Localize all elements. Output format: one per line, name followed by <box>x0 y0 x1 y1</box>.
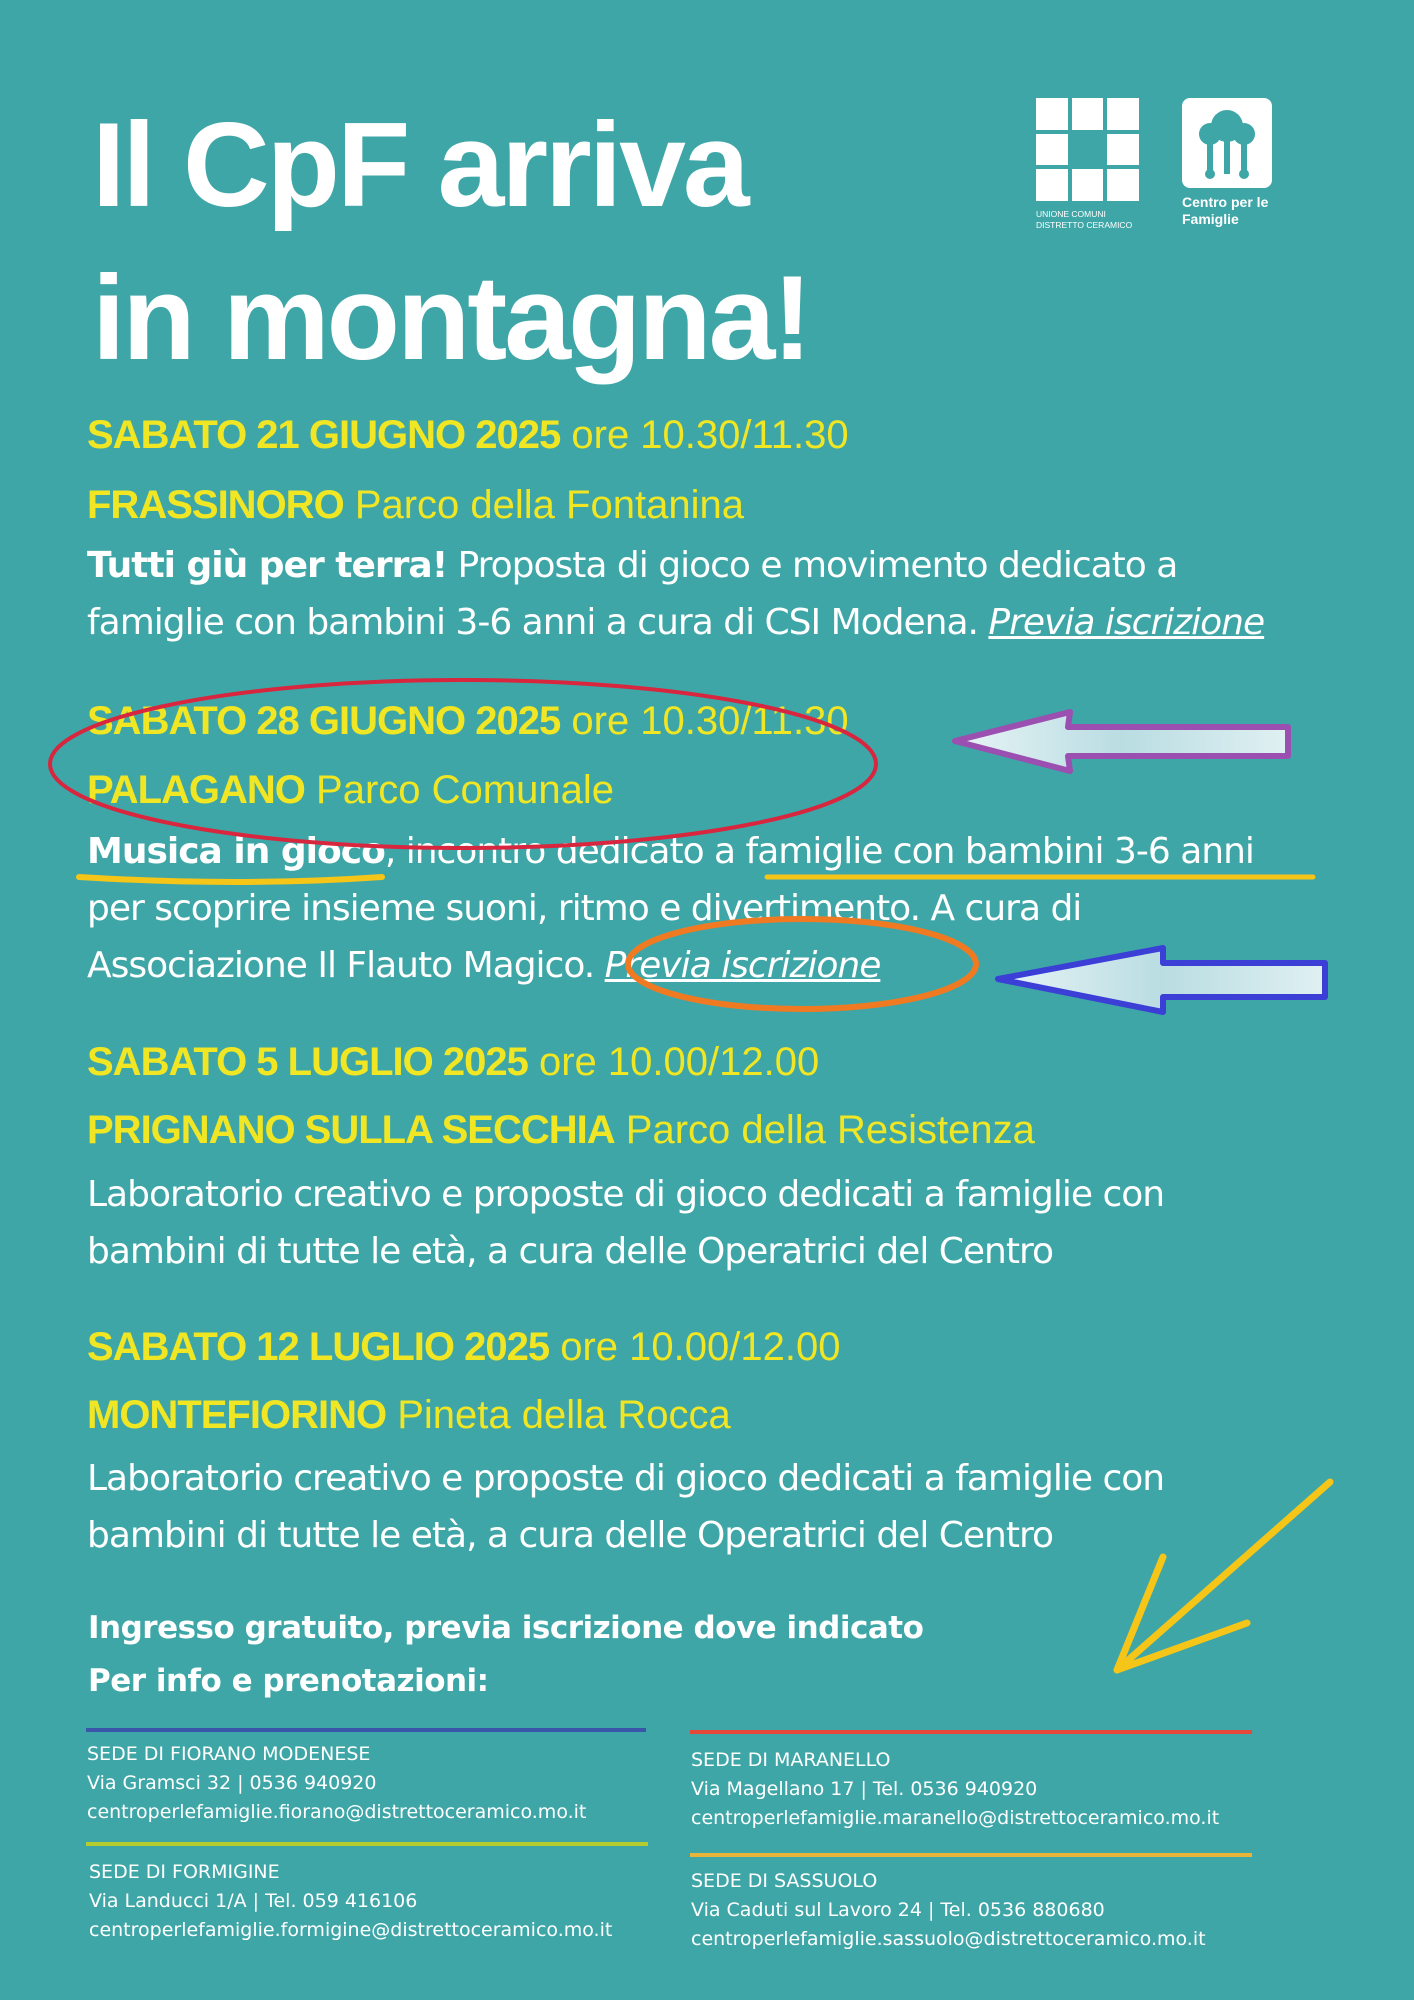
page-title-line-1: Il CpF arriva <box>92 98 747 232</box>
email-link[interactable]: centroperlefamiglie.fiorano@distrettoceramico.mo.it <box>87 1801 587 1823</box>
email-link[interactable]: centroperlefamiglie.maranello@distrettoceramico.mo.it <box>691 1807 1220 1829</box>
logo-caption: Famiglie <box>1182 211 1239 227</box>
registration-link[interactable]: Previa iscrizione <box>604 945 881 986</box>
email-link[interactable]: centroperlefamiglie.formigine@distrettoceramico.mo.it <box>89 1919 613 1941</box>
purple-arrow-icon <box>955 712 1288 771</box>
event-description: Laboratorio creativo e proposte di gioco dedicati a famiglie con bambini di tutte le età, a cura delle Operatrici del Centro <box>87 1458 1165 1556</box>
tree-logo-icon <box>1182 98 1272 188</box>
sede-formigine: SEDE DI FORMIGINE Via Landucci 1/A | Tel. 059 416106 centroperlefamiglie.formigine@distrettoceramico.mo.it <box>89 1858 612 1945</box>
event-date: SABATO 28 GIUGNO 2025 ore 10.30/11.30 <box>87 699 849 743</box>
logo-caption: UNIONE COMUNI <box>1036 209 1106 219</box>
sede-divider <box>86 1728 646 1732</box>
event-date: SABATO 12 LUGLIO 2025 ore 10.00/12.00 <box>87 1325 841 1369</box>
sede-divider <box>690 1730 1252 1734</box>
event-description: Laboratorio creativo e proposte di gioco dedicati a famiglie con bambini di tutte le età, a cura delle Operatrici del Centro <box>87 1174 1165 1272</box>
event-place: MONTEFIORINO Pineta della Rocca <box>87 1393 731 1437</box>
sede-sassuolo: SEDE DI SASSUOLO Via Caduti sul Lavoro 24 | Tel. 0536 880680 centroperlefamiglie.sassuolo@distrettoceramico.mo.it <box>691 1867 1206 1954</box>
email-link[interactable]: centroperlefamiglie.sassuolo@distrettoceramico.mo.it <box>691 1928 1206 1950</box>
sede-fiorano: SEDE DI FIORANO MODENESE Via Gramsci 32 | 0536 940920 centroperlefamiglie.fiorano@distrettoceramico.mo.it <box>87 1740 586 1827</box>
event-place: FRASSINORO Parco della Fontanina <box>87 483 744 527</box>
sede-divider <box>690 1853 1252 1857</box>
sede-maranello: SEDE DI MARANELLO Via Magellano 17 | Tel. 0536 940920 centroperlefamiglie.maranello@distrettoceramico.mo.it <box>691 1746 1219 1833</box>
registration-link[interactable]: Previa iscrizione <box>988 602 1265 643</box>
page-title-line-2: in montagna! <box>92 251 810 385</box>
info-heading: Per info e prenotazioni: <box>88 1663 489 1699</box>
event-description: Tutti giù per terra! Proposta di gioco e movimento dedicato a famiglie con bambini 3-6 anni a cura di CSI Modena. Previa iscrizione <box>87 545 1265 643</box>
centro-per-le-famiglie-logo <box>1182 98 1282 228</box>
free-entry-note: Ingresso gratuito, previa iscrizione dove indicato <box>88 1610 924 1646</box>
event-place: PRIGNANO SULLA SECCHIA Parco della Resistenza <box>87 1108 1035 1152</box>
logo-caption: DISTRETTO CERAMICO <box>1036 220 1133 230</box>
event-date: SABATO 5 LUGLIO 2025 ore 10.00/12.00 <box>87 1040 820 1084</box>
event-description: Musica in gioco, incontro dedicato a famiglie con bambini 3-6 anni per scoprire insieme suoni, ritmo e divertimento. A cura di Associazione Il Flauto Magico. Previa iscrizione <box>87 831 1254 986</box>
logo-caption: Centro per le <box>1182 194 1269 210</box>
event-place: PALAGANO Parco Comunale <box>87 768 614 812</box>
event-date: SABATO 21 GIUGNO 2025 ore 10.30/11.30 <box>87 413 849 457</box>
unione-comuni-logo <box>1036 98 1144 231</box>
grid-logo-icon <box>1036 98 1139 201</box>
sede-divider <box>86 1842 648 1846</box>
